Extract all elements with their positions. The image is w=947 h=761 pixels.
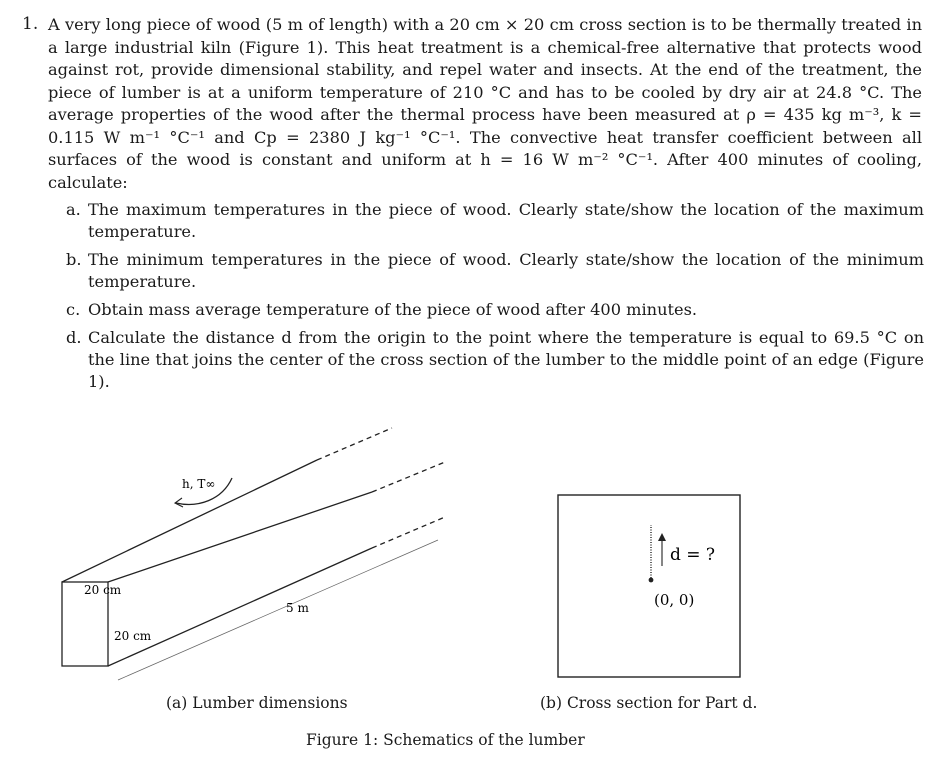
part-text: The maximum temperatures in the piece of wood. Clearly state/show the location of the maximum temperature. <box>88 200 924 241</box>
part-text: The minimum temperatures in the piece of wood. Clearly state/show the location of the minimum temperature. <box>88 250 924 291</box>
figure-1 <box>0 410 947 761</box>
cross-section-square <box>558 495 740 677</box>
height-label: 20 cm <box>114 629 152 643</box>
lumber-edge <box>108 548 372 666</box>
problem-1 <box>22 14 922 194</box>
length-label: 5 m <box>286 601 309 615</box>
arrowhead-icon <box>175 498 183 507</box>
cross-section-diagram <box>550 490 750 690</box>
caption-lumber: (a) Lumber dimensions <box>166 694 348 712</box>
problem-parts <box>66 199 924 399</box>
lumber-edge-dashed <box>372 517 445 548</box>
arrowhead-icon <box>658 533 666 541</box>
convection-label: h, T∞ <box>182 477 216 491</box>
lumber-edge-dashed <box>317 428 392 460</box>
distance-label: d = ? <box>670 545 716 565</box>
part-d <box>66 327 924 393</box>
part-b <box>66 249 924 293</box>
part-text: Obtain mass average temperature of the piece of wood after 400 minutes. <box>88 300 698 319</box>
part-text: Calculate the distance d from the origin to the point where the temperature is equal to 69.5 °C on the line that joins the center of the cross section of the lumber to the middle point of an edge (Figure 1). <box>88 328 924 391</box>
part-c <box>66 299 924 321</box>
lumber-edge <box>108 492 372 582</box>
lumber-edge-dashed <box>372 462 445 492</box>
figure-caption: Figure 1: Schematics of the lumber <box>306 731 585 749</box>
problem-number: 1. <box>22 14 39 34</box>
origin-label: (0, 0) <box>654 591 695 609</box>
width-label: 20 cm <box>84 583 122 597</box>
caption-cross-section: (b) Cross section for Part d. <box>540 694 758 712</box>
lumber-diagram <box>50 420 520 700</box>
part-label: b. <box>66 250 82 269</box>
problem-intro: A very long piece of wood (5 m of length) with a 20 cm × 20 cm cross section is to be thermally treated in a large industrial kiln (Figure 1). This heat treatment is a chemical-free alternative that protects wood against rot, provide dimensional stability, and repel water and insects. At the end of the treatment, the piece of lumber is at a uniform temperature of 210 °C and has to be cooled by dry air at 24.8 °C. The average properties of the wood after the thermal process have been measured at ρ = 435 kg m⁻³, k = 0.115 W m⁻¹ °C⁻¹ and Cp = 2380 J kg⁻¹ °C⁻¹. The convective heat transfer coefficient between all surfaces of the wood is constant and uniform at h = 16 W m⁻² °C⁻¹. After 400 minutes of cooling, calculate: <box>48 15 922 192</box>
origin-point <box>649 578 654 583</box>
length-dimension-line <box>118 540 438 680</box>
part-label: a. <box>66 200 81 219</box>
part-label: c. <box>66 300 81 319</box>
part-label: d. <box>66 328 82 347</box>
part-a <box>66 199 924 243</box>
